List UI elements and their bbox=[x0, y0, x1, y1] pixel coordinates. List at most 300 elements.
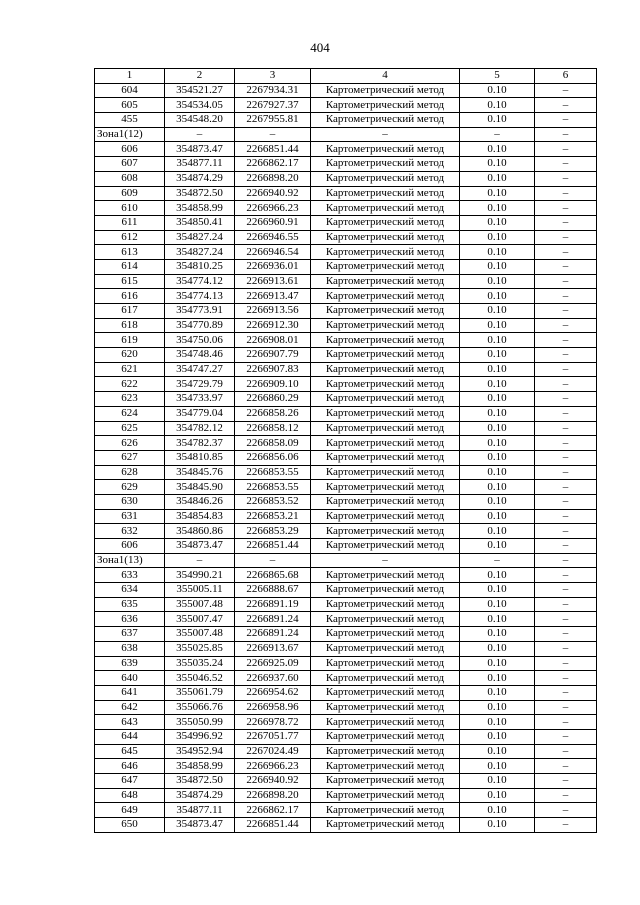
table-cell: 639 bbox=[95, 656, 165, 671]
table-cell: Картометрический метод bbox=[311, 597, 460, 612]
table-row bbox=[95, 274, 597, 289]
table-row bbox=[95, 715, 597, 730]
table-row bbox=[95, 245, 597, 260]
table-cell: 354782.12 bbox=[165, 421, 235, 436]
table-cell: Картометрический метод bbox=[311, 568, 460, 583]
table-cell: 354872.50 bbox=[165, 186, 235, 201]
table-cell: 2266936.01 bbox=[235, 259, 311, 274]
table-cell: Картометрический метод bbox=[311, 671, 460, 686]
table-cell: 0.10 bbox=[460, 392, 535, 407]
table-cell: 355007.48 bbox=[165, 597, 235, 612]
table-cell: 0.10 bbox=[460, 215, 535, 230]
table-cell: 354774.12 bbox=[165, 274, 235, 289]
table-row bbox=[95, 318, 597, 333]
table-cell: – bbox=[460, 127, 535, 142]
table-cell: – bbox=[535, 259, 597, 274]
table-cell: Картометрический метод bbox=[311, 157, 460, 172]
table-cell: – bbox=[460, 553, 535, 568]
table-cell: 354845.90 bbox=[165, 480, 235, 495]
table-cell: Картометрический метод bbox=[311, 656, 460, 671]
table-cell: 2266853.55 bbox=[235, 465, 311, 480]
table-cell: – bbox=[535, 524, 597, 539]
table-cell: – bbox=[535, 641, 597, 656]
table-cell: 354773.91 bbox=[165, 304, 235, 319]
table-cell: Картометрический метод bbox=[311, 641, 460, 656]
table-cell: – bbox=[535, 465, 597, 480]
table-cell: 2266960.91 bbox=[235, 215, 311, 230]
table-cell: 2266898.20 bbox=[235, 788, 311, 803]
table-cell: 2266966.23 bbox=[235, 201, 311, 216]
table-cell: 618 bbox=[95, 318, 165, 333]
table-cell: 621 bbox=[95, 362, 165, 377]
table-cell: Картометрический метод bbox=[311, 450, 460, 465]
table-cell: 354877.11 bbox=[165, 157, 235, 172]
table-cell: 354774.13 bbox=[165, 289, 235, 304]
table-cell: 2266853.21 bbox=[235, 509, 311, 524]
table-cell: 455 bbox=[95, 113, 165, 128]
table-cell: 0.10 bbox=[460, 539, 535, 554]
table-cell: 0.10 bbox=[460, 597, 535, 612]
table-cell: 0.10 bbox=[460, 171, 535, 186]
table-cell: 355005.11 bbox=[165, 583, 235, 598]
table-cell: 354733.97 bbox=[165, 392, 235, 407]
table-row bbox=[95, 304, 597, 319]
table-cell: 2266907.83 bbox=[235, 362, 311, 377]
table-cell: – bbox=[535, 509, 597, 524]
table-cell: 0.10 bbox=[460, 671, 535, 686]
table-cell: 640 bbox=[95, 671, 165, 686]
table-cell: 354854.83 bbox=[165, 509, 235, 524]
table-cell: 2266858.12 bbox=[235, 421, 311, 436]
table-cell: 354770.89 bbox=[165, 318, 235, 333]
table-row bbox=[95, 289, 597, 304]
coordinates-table bbox=[94, 68, 597, 833]
table-cell: 354858.99 bbox=[165, 201, 235, 216]
table-cell: 354873.47 bbox=[165, 539, 235, 554]
table-cell: – bbox=[311, 127, 460, 142]
table-cell: 0.10 bbox=[460, 406, 535, 421]
table-cell: Картометрический метод bbox=[311, 818, 460, 833]
table-cell: 355046.52 bbox=[165, 671, 235, 686]
table-row bbox=[95, 818, 597, 833]
table-row bbox=[95, 333, 597, 348]
table-cell: – bbox=[535, 656, 597, 671]
table-cell: Картометрический метод bbox=[311, 803, 460, 818]
table-cell: 611 bbox=[95, 215, 165, 230]
table-cell: 2266913.67 bbox=[235, 641, 311, 656]
table-cell: 0.10 bbox=[460, 465, 535, 480]
table-cell: 606 bbox=[95, 539, 165, 554]
table-cell: 2267927.37 bbox=[235, 98, 311, 113]
table-cell: 0.10 bbox=[460, 494, 535, 509]
table-cell: 2266958.96 bbox=[235, 700, 311, 715]
table-cell: 354827.24 bbox=[165, 230, 235, 245]
table-cell: 0.10 bbox=[460, 318, 535, 333]
table-cell: 617 bbox=[95, 304, 165, 319]
table-cell: – bbox=[535, 744, 597, 759]
table-cell: 638 bbox=[95, 641, 165, 656]
table-row bbox=[95, 729, 597, 744]
table-cell: 633 bbox=[95, 568, 165, 583]
table-row bbox=[95, 377, 597, 392]
table-cell: Картометрический метод bbox=[311, 289, 460, 304]
table-cell: 2266978.72 bbox=[235, 715, 311, 730]
table-cell: 354810.25 bbox=[165, 259, 235, 274]
table-cell: – bbox=[535, 362, 597, 377]
table-row bbox=[95, 685, 597, 700]
table-cell: – bbox=[535, 612, 597, 627]
table-cell: 615 bbox=[95, 274, 165, 289]
table-cell: Картометрический метод bbox=[311, 186, 460, 201]
table-cell: – bbox=[535, 494, 597, 509]
zone-row bbox=[95, 553, 597, 568]
table-cell: 2266891.24 bbox=[235, 627, 311, 642]
table-cell: Картометрический метод bbox=[311, 774, 460, 789]
table-cell: 625 bbox=[95, 421, 165, 436]
table-cell: 2266853.29 bbox=[235, 524, 311, 539]
table-row bbox=[95, 406, 597, 421]
table-cell: – bbox=[535, 583, 597, 598]
table-cell: Картометрический метод bbox=[311, 583, 460, 598]
table-cell: Картометрический метод bbox=[311, 113, 460, 128]
table-cell: 354827.24 bbox=[165, 245, 235, 260]
table-row bbox=[95, 744, 597, 759]
table-cell: – bbox=[535, 171, 597, 186]
table-row bbox=[95, 627, 597, 642]
table-cell: 2266954.62 bbox=[235, 685, 311, 700]
column-header: 3 bbox=[235, 69, 311, 84]
table-cell: Картометрический метод bbox=[311, 744, 460, 759]
table-cell: – bbox=[535, 157, 597, 172]
table-cell: – bbox=[235, 553, 311, 568]
table-cell: 645 bbox=[95, 744, 165, 759]
table-cell: 2266851.44 bbox=[235, 539, 311, 554]
table-row bbox=[95, 348, 597, 363]
table-cell: – bbox=[535, 553, 597, 568]
table-cell: – bbox=[535, 245, 597, 260]
table-cell: 2266940.92 bbox=[235, 774, 311, 789]
table-cell: 2267934.31 bbox=[235, 83, 311, 98]
table-cell: 354747.27 bbox=[165, 362, 235, 377]
table-cell: 354860.86 bbox=[165, 524, 235, 539]
table-row bbox=[95, 539, 597, 554]
table-cell: – bbox=[535, 289, 597, 304]
table-cell: 2266865.68 bbox=[235, 568, 311, 583]
table-cell: 0.10 bbox=[460, 304, 535, 319]
table-cell: 631 bbox=[95, 509, 165, 524]
table-cell: 0.10 bbox=[460, 583, 535, 598]
table-row bbox=[95, 436, 597, 451]
table-cell: Картометрический метод bbox=[311, 274, 460, 289]
table-cell: Картометрический метод bbox=[311, 259, 460, 274]
table-cell: 2266966.23 bbox=[235, 759, 311, 774]
table-cell: – bbox=[535, 671, 597, 686]
column-header: 6 bbox=[535, 69, 597, 84]
table-cell: 648 bbox=[95, 788, 165, 803]
table-row bbox=[95, 465, 597, 480]
table-cell: 2266891.19 bbox=[235, 597, 311, 612]
table-cell: 2266862.17 bbox=[235, 803, 311, 818]
column-header: 4 bbox=[311, 69, 460, 84]
table-cell: – bbox=[535, 127, 597, 142]
table-cell: 354873.47 bbox=[165, 142, 235, 157]
table-cell: 354874.29 bbox=[165, 171, 235, 186]
table-cell: 612 bbox=[95, 230, 165, 245]
column-header: 1 bbox=[95, 69, 165, 84]
table-cell: 634 bbox=[95, 583, 165, 598]
table-cell: 355007.47 bbox=[165, 612, 235, 627]
table-cell: Картометрический метод bbox=[311, 230, 460, 245]
table-cell: 2266862.17 bbox=[235, 157, 311, 172]
table-cell: 642 bbox=[95, 700, 165, 715]
table-cell: – bbox=[535, 788, 597, 803]
table-cell: 354858.99 bbox=[165, 759, 235, 774]
table-cell: 605 bbox=[95, 98, 165, 113]
table-cell: 354779.04 bbox=[165, 406, 235, 421]
table-cell: Картометрический метод bbox=[311, 700, 460, 715]
table-row bbox=[95, 612, 597, 627]
table-row bbox=[95, 656, 597, 671]
table-cell: 628 bbox=[95, 465, 165, 480]
table-cell: – bbox=[535, 627, 597, 642]
table-cell: Картометрический метод bbox=[311, 201, 460, 216]
table-cell: 2266851.44 bbox=[235, 142, 311, 157]
table-cell: – bbox=[311, 553, 460, 568]
table-cell: Картометрический метод bbox=[311, 539, 460, 554]
table-cell: 0.10 bbox=[460, 113, 535, 128]
table-cell: 620 bbox=[95, 348, 165, 363]
table-cell: 0.10 bbox=[460, 377, 535, 392]
table-cell: 0.10 bbox=[460, 700, 535, 715]
table-cell: 623 bbox=[95, 392, 165, 407]
table-cell: 354750.06 bbox=[165, 333, 235, 348]
table-cell: Картометрический метод bbox=[311, 627, 460, 642]
table-row bbox=[95, 480, 597, 495]
table-cell: 2266888.67 bbox=[235, 583, 311, 598]
table-row bbox=[95, 421, 597, 436]
table-cell: 0.10 bbox=[460, 274, 535, 289]
table-cell: Картометрический метод bbox=[311, 142, 460, 157]
table-cell: – bbox=[535, 186, 597, 201]
table-cell: 627 bbox=[95, 450, 165, 465]
table-cell: – bbox=[165, 127, 235, 142]
table-cell: – bbox=[535, 348, 597, 363]
table-row bbox=[95, 774, 597, 789]
table-cell: 354782.37 bbox=[165, 436, 235, 451]
table-cell: 604 bbox=[95, 83, 165, 98]
table-cell: 354729.79 bbox=[165, 377, 235, 392]
table-cell: 0.10 bbox=[460, 729, 535, 744]
table-cell: 0.10 bbox=[460, 744, 535, 759]
table-cell: 646 bbox=[95, 759, 165, 774]
table-cell: – bbox=[535, 803, 597, 818]
table-cell: 607 bbox=[95, 157, 165, 172]
table-cell: Картометрический метод bbox=[311, 788, 460, 803]
table-row bbox=[95, 230, 597, 245]
table-cell: 610 bbox=[95, 201, 165, 216]
table-cell: – bbox=[535, 436, 597, 451]
table-cell: 355050.99 bbox=[165, 715, 235, 730]
table-cell: 650 bbox=[95, 818, 165, 833]
table-cell: 354996.92 bbox=[165, 729, 235, 744]
table-cell: 0.10 bbox=[460, 186, 535, 201]
table-cell: Картометрический метод bbox=[311, 304, 460, 319]
table-cell: 0.10 bbox=[460, 157, 535, 172]
table-header-row bbox=[95, 69, 597, 84]
table-cell: 355061.79 bbox=[165, 685, 235, 700]
table-cell: – bbox=[235, 127, 311, 142]
table-row bbox=[95, 641, 597, 656]
table-row bbox=[95, 509, 597, 524]
table-cell: 636 bbox=[95, 612, 165, 627]
table-cell: 643 bbox=[95, 715, 165, 730]
table-row bbox=[95, 583, 597, 598]
table-row bbox=[95, 171, 597, 186]
table-cell: 2266913.47 bbox=[235, 289, 311, 304]
table-row bbox=[95, 700, 597, 715]
table-cell: Картометрический метод bbox=[311, 685, 460, 700]
table-cell: – bbox=[535, 333, 597, 348]
table-cell: 619 bbox=[95, 333, 165, 348]
table-cell: 2266898.20 bbox=[235, 171, 311, 186]
table-row bbox=[95, 524, 597, 539]
table-cell: Картометрический метод bbox=[311, 245, 460, 260]
table-cell: 0.10 bbox=[460, 656, 535, 671]
table-row bbox=[95, 597, 597, 612]
table-cell: – bbox=[535, 729, 597, 744]
table-cell: 354845.76 bbox=[165, 465, 235, 480]
table-cell: – bbox=[535, 715, 597, 730]
table-cell: 0.10 bbox=[460, 98, 535, 113]
table-cell: 2266908.01 bbox=[235, 333, 311, 348]
table-cell: Картометрический метод bbox=[311, 377, 460, 392]
table-cell: 354952.94 bbox=[165, 744, 235, 759]
table-cell: 0.10 bbox=[460, 685, 535, 700]
table-row bbox=[95, 803, 597, 818]
table-cell: – bbox=[535, 377, 597, 392]
page-number: 404 bbox=[310, 40, 330, 55]
table-cell: – bbox=[535, 759, 597, 774]
table-row bbox=[95, 259, 597, 274]
table-cell: – bbox=[535, 392, 597, 407]
table-cell: Картометрический метод bbox=[311, 215, 460, 230]
table-cell: – bbox=[535, 113, 597, 128]
table-cell: – bbox=[535, 421, 597, 436]
table-cell: 355035.24 bbox=[165, 656, 235, 671]
table-cell: – bbox=[535, 98, 597, 113]
table-cell: 355007.48 bbox=[165, 627, 235, 642]
table-cell: 354990.21 bbox=[165, 568, 235, 583]
table-cell: 613 bbox=[95, 245, 165, 260]
table-cell: – bbox=[535, 774, 597, 789]
table-cell: 2266909.10 bbox=[235, 377, 311, 392]
table-cell: 2266946.55 bbox=[235, 230, 311, 245]
table-cell: 606 bbox=[95, 142, 165, 157]
table-row bbox=[95, 450, 597, 465]
table-cell: Картометрический метод bbox=[311, 348, 460, 363]
table-cell: 0.10 bbox=[460, 818, 535, 833]
table-cell: – bbox=[535, 304, 597, 319]
table-cell: 622 bbox=[95, 377, 165, 392]
table-cell: 0.10 bbox=[460, 509, 535, 524]
table-cell: Картометрический метод bbox=[311, 98, 460, 113]
table-cell: 616 bbox=[95, 289, 165, 304]
table-cell: Картометрический метод bbox=[311, 318, 460, 333]
table-cell: Картометрический метод bbox=[311, 171, 460, 186]
table-cell: 2266913.61 bbox=[235, 274, 311, 289]
table-cell: 2266851.44 bbox=[235, 818, 311, 833]
table-cell: 2266912.30 bbox=[235, 318, 311, 333]
table-cell: 0.10 bbox=[460, 803, 535, 818]
table-cell: – bbox=[535, 818, 597, 833]
table-cell: Картометрический метод bbox=[311, 524, 460, 539]
table-row bbox=[95, 83, 597, 98]
table-cell: Картометрический метод bbox=[311, 715, 460, 730]
table-cell: 0.10 bbox=[460, 524, 535, 539]
table-row bbox=[95, 392, 597, 407]
table-cell: 2266940.92 bbox=[235, 186, 311, 201]
zone-label: Зона1(12) bbox=[95, 127, 165, 142]
table-cell: – bbox=[535, 83, 597, 98]
table-cell: 0.10 bbox=[460, 759, 535, 774]
table-cell: 2267955.81 bbox=[235, 113, 311, 128]
table-cell: Картометрический метод bbox=[311, 421, 460, 436]
table-row bbox=[95, 494, 597, 509]
table-cell: 355025.85 bbox=[165, 641, 235, 656]
table-cell: Картометрический метод bbox=[311, 362, 460, 377]
table-cell: 2266856.06 bbox=[235, 450, 311, 465]
table-cell: 609 bbox=[95, 186, 165, 201]
table-cell: – bbox=[535, 230, 597, 245]
table-cell: 0.10 bbox=[460, 627, 535, 642]
table-body bbox=[95, 83, 597, 832]
table-cell: – bbox=[535, 450, 597, 465]
table-cell: – bbox=[535, 539, 597, 554]
table-cell: 641 bbox=[95, 685, 165, 700]
table-cell: 0.10 bbox=[460, 788, 535, 803]
table-row bbox=[95, 157, 597, 172]
table-cell: 0.10 bbox=[460, 421, 535, 436]
table-cell: 0.10 bbox=[460, 774, 535, 789]
table-cell: 649 bbox=[95, 803, 165, 818]
table-cell: – bbox=[535, 406, 597, 421]
table-cell: 354872.50 bbox=[165, 774, 235, 789]
table-cell: Картометрический метод bbox=[311, 436, 460, 451]
table-row bbox=[95, 362, 597, 377]
table-cell: 2266925.09 bbox=[235, 656, 311, 671]
table-cell: Картометрический метод bbox=[311, 494, 460, 509]
table-row bbox=[95, 201, 597, 216]
column-header: 2 bbox=[165, 69, 235, 84]
table-cell: 0.10 bbox=[460, 641, 535, 656]
table-cell: 0.10 bbox=[460, 245, 535, 260]
table-cell: 354874.29 bbox=[165, 788, 235, 803]
table-cell: 355066.76 bbox=[165, 700, 235, 715]
table-cell: 354846.26 bbox=[165, 494, 235, 509]
zone-label: Зона1(13) bbox=[95, 553, 165, 568]
table-cell: – bbox=[535, 318, 597, 333]
table-cell: Картометрический метод bbox=[311, 83, 460, 98]
table-cell: 0.10 bbox=[460, 568, 535, 583]
table-cell: 635 bbox=[95, 597, 165, 612]
table-row bbox=[95, 759, 597, 774]
table-cell: – bbox=[165, 553, 235, 568]
table-cell: 629 bbox=[95, 480, 165, 495]
table-row bbox=[95, 788, 597, 803]
table-cell: Картометрический метод bbox=[311, 729, 460, 744]
table-cell: – bbox=[535, 201, 597, 216]
table-cell: 0.10 bbox=[460, 362, 535, 377]
